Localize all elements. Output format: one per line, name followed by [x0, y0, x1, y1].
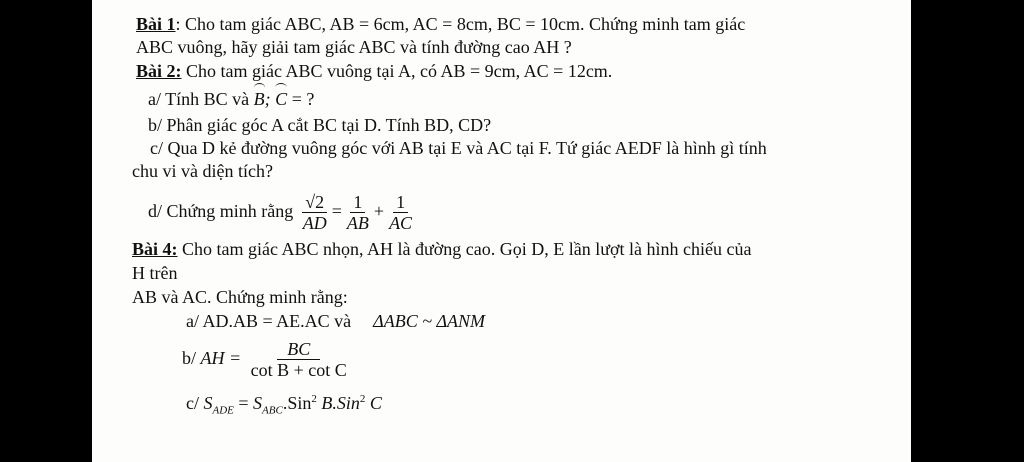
- bai2-part-c-line2: chu vi và diện tích?: [132, 161, 273, 181]
- bai4-c-sup1: 2: [311, 393, 317, 405]
- bai4-c-sup2: 2: [359, 393, 366, 405]
- bai2-title: Bài 2:: [136, 61, 182, 81]
- bai4-b-lhs: AH =: [200, 348, 242, 368]
- fraction-1-over-ac: [386, 192, 415, 233]
- frac2-denominator: AB: [346, 213, 369, 234]
- equals-sign: =: [331, 201, 342, 221]
- fraction-bc-over-cot: [248, 339, 350, 380]
- s-abc-symbol: S: [253, 393, 263, 413]
- bai1-text1: : Cho tam giác ABC, AB = 6cm, AC = 8cm, BC = 10cm. Chứng minh tam giác: [175, 14, 746, 34]
- bai4-a-prefix: a/ AD.AB = AE.AC và: [186, 311, 352, 331]
- bai4-part-c: [186, 388, 382, 422]
- angle-c: C: [275, 89, 288, 109]
- frac1-denominator: AD: [302, 213, 327, 234]
- bai2-part-a: [148, 88, 314, 110]
- bai4-part-a: [186, 310, 485, 332]
- bai4-c-sin1: .Sin: [282, 393, 312, 413]
- bai2-part-d: [148, 186, 417, 236]
- frac3-numerator: 1: [393, 192, 408, 213]
- bai4-line3: AB và AC. Chứng minh rằng:: [132, 287, 348, 307]
- bai2-part-b: b/ Phân giác góc A cắt BC tại D. Tính BD, CD?: [148, 115, 492, 135]
- bai4-line1: [132, 238, 751, 260]
- fraction-sqrt2-over-ad: [300, 192, 330, 233]
- s-ade-subscript: ADE: [212, 404, 234, 417]
- bai4-c-sin2: B.Sin: [316, 393, 360, 413]
- bai1-title: Bài 1: [136, 14, 176, 34]
- angle-b: B: [253, 89, 265, 109]
- bai4-part-b: [182, 333, 352, 383]
- bai4-c-end: C: [365, 393, 382, 413]
- s-ade-symbol: S: [203, 393, 213, 413]
- bai4-b-prefix: b/: [182, 348, 201, 368]
- fraction-1-over-ab: [344, 192, 372, 233]
- bai4-c-eq: =: [233, 393, 254, 413]
- bai4-c-prefix: c/: [186, 393, 204, 413]
- bai4-text1: Cho tam giác ABC nhọn, AH là đường cao. Gọi D, E lần lượt là hình chiếu của: [177, 239, 752, 259]
- bai2-line1: [136, 60, 612, 82]
- plus-sign: +: [373, 201, 385, 221]
- frac1-numerator: √2: [302, 192, 327, 213]
- bai2-a-suffix: = ?: [287, 89, 315, 109]
- bai4-a-similar: ΔABC ~ ΔANM: [373, 311, 486, 331]
- bai4-b-denominator: cot B + cot C: [250, 360, 347, 381]
- bai4-b-numerator: BC: [277, 339, 320, 360]
- bai4-line2: H trên: [132, 263, 178, 283]
- bai4-title: Bài 4:: [132, 239, 178, 259]
- bai2-d-prefix: d/ Chứng minh rằng: [148, 201, 298, 221]
- s-abc-subscript: ABC: [262, 404, 283, 417]
- bai2-text1: Cho tam giác ABC vuông tại A, có AB = 9cm, AC = 12cm.: [181, 61, 613, 81]
- document-page: [92, 0, 911, 462]
- bai2-a-sep: ;: [264, 89, 276, 109]
- frac3-denominator: AC: [389, 213, 413, 234]
- bai1-line1: [136, 13, 745, 35]
- bai1-line2: ABC vuông, hãy giải tam giác ABC và tính đường cao AH ?: [136, 37, 572, 57]
- frac2-numerator: 1: [350, 192, 365, 213]
- bai2-part-c-line1: c/ Qua D kẻ đường vuông góc với AB tại E và AC tại F. Tứ giác AEDF là hình gì tính: [150, 138, 767, 158]
- bai2-a-prefix: a/ Tính BC và: [148, 89, 254, 109]
